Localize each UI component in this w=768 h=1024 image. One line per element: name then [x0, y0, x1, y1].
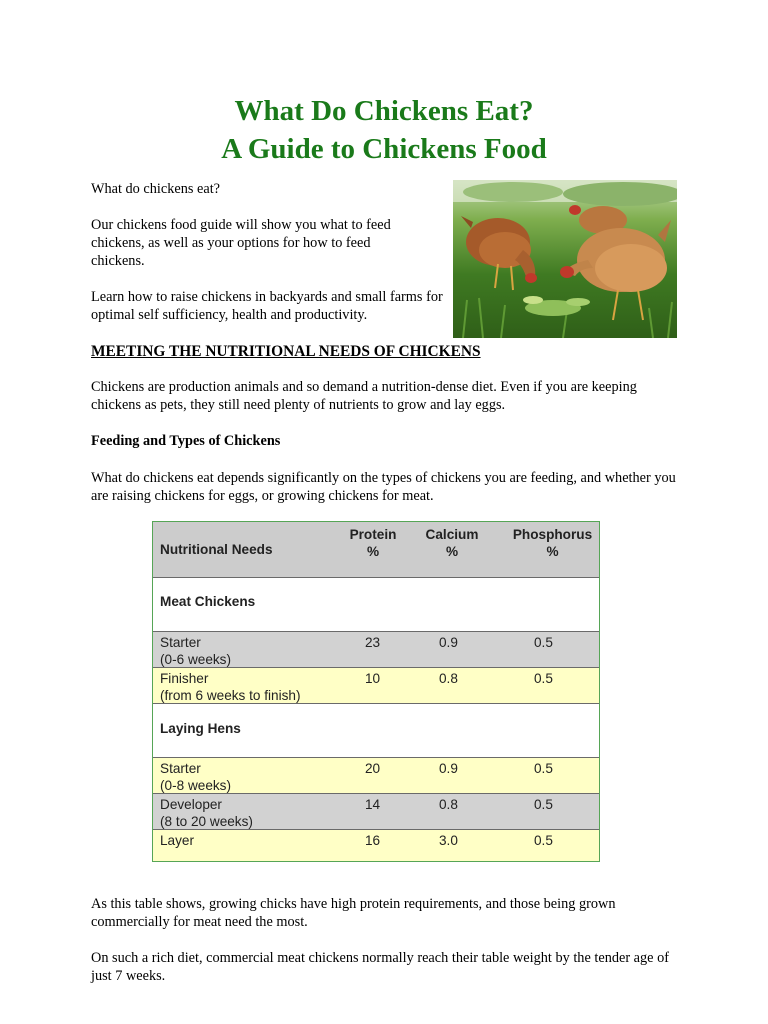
row-label-main: Starter	[160, 761, 201, 776]
page-title	[0, 92, 768, 168]
table-row	[153, 758, 599, 794]
header-phosphorus-label: Phosphorus	[512, 527, 593, 542]
title-line-2: A Guide to Chickens Food	[221, 133, 547, 165]
header-phosphorus-unit: %	[546, 544, 559, 559]
table-section-laying	[153, 704, 599, 758]
table-summary-paragraph: As this table shows, growing chicks have high protein requirements, and those being grown commercially for meat need the most.	[91, 896, 616, 930]
header-protein-label: Protein	[349, 527, 397, 542]
row-label	[160, 670, 301, 704]
cell-calcium: 0.8	[439, 671, 458, 686]
section-label-laying: Laying Hens	[160, 721, 241, 736]
types-paragraph: What do chickens eat depends significantly on the types of chickens you are feeding, and whether you are raising chickens for eggs, or growing chickens for meat.	[91, 470, 676, 504]
row-label-main: Finisher	[160, 671, 209, 686]
cell-protein: 16	[365, 833, 381, 848]
row-label-sub: (0-8 weeks)	[160, 778, 232, 793]
section-heading: MEETING THE NUTRITIONAL NEEDS OF CHICKENS	[91, 343, 481, 360]
row-label	[160, 796, 253, 830]
cell-protein: 20	[365, 761, 381, 776]
cell-phosphorus: 0.5	[534, 761, 553, 776]
subheading: Feeding and Types of Chickens	[91, 433, 281, 449]
intro-learn-paragraph: Learn how to raise chickens in backyards and small farms for optimal self sufficiency, health and productivity.	[91, 289, 443, 323]
row-label	[160, 634, 231, 668]
row-label-main: Starter	[160, 635, 201, 650]
header-calcium-label: Calcium	[425, 527, 479, 542]
cell-calcium: 0.9	[439, 635, 458, 650]
cell-phosphorus: 0.5	[534, 833, 553, 848]
table-section-meat	[153, 578, 599, 632]
row-label-sub: (from 6 weeks to finish)	[160, 688, 301, 703]
table-row	[153, 632, 599, 668]
chickens-photo	[453, 180, 677, 338]
table-row	[153, 668, 599, 704]
cell-phosphorus: 0.5	[534, 671, 553, 686]
cell-phosphorus: 0.5	[534, 635, 553, 650]
cell-protein: 14	[365, 797, 381, 812]
row-label-sub: (0-6 weeks)	[160, 652, 232, 667]
row-label	[160, 832, 194, 849]
cell-phosphorus: 0.5	[534, 797, 553, 812]
table-header-row	[153, 522, 599, 578]
header-protein-unit: %	[366, 544, 380, 559]
table-row	[153, 794, 599, 830]
table-row	[153, 830, 599, 861]
row-label-main: Layer	[160, 833, 195, 848]
row-label-main: Developer	[160, 797, 222, 812]
nutrition-table	[152, 521, 600, 862]
nutrition-paragraph: Chickens are production animals and so demand a nutrition-dense diet. Even if you are keeping chickens as pets, they still need plenty of nutrients to grow and lay eggs.	[91, 379, 637, 413]
cell-calcium: 3.0	[439, 833, 458, 848]
header-nutritional-needs: Nutritional Needs	[160, 542, 273, 557]
cell-protein: 10	[365, 671, 381, 686]
cell-calcium: 0.8	[439, 797, 458, 812]
title-line-1: What Do Chickens Eat?	[234, 95, 534, 127]
intro-question: What do chickens eat?	[91, 181, 221, 197]
header-calcium	[417, 526, 487, 560]
header-phosphorus	[505, 526, 600, 560]
cell-protein: 23	[365, 635, 381, 650]
row-label-sub: (8 to 20 weeks)	[160, 814, 253, 829]
header-calcium-unit: %	[445, 544, 459, 559]
header-protein	[338, 526, 408, 560]
section-label-meat: Meat Chickens	[160, 594, 256, 609]
cell-calcium: 0.9	[439, 761, 458, 776]
diet-paragraph: On such a rich diet, commercial meat chickens normally reach their table weight by the tender age of just 7 weeks.	[91, 950, 669, 984]
row-label	[160, 760, 231, 794]
intro-guide-paragraph: Our chickens food guide will show you what to feed chickens, as well as your options for how to feed chickens.	[91, 217, 391, 269]
